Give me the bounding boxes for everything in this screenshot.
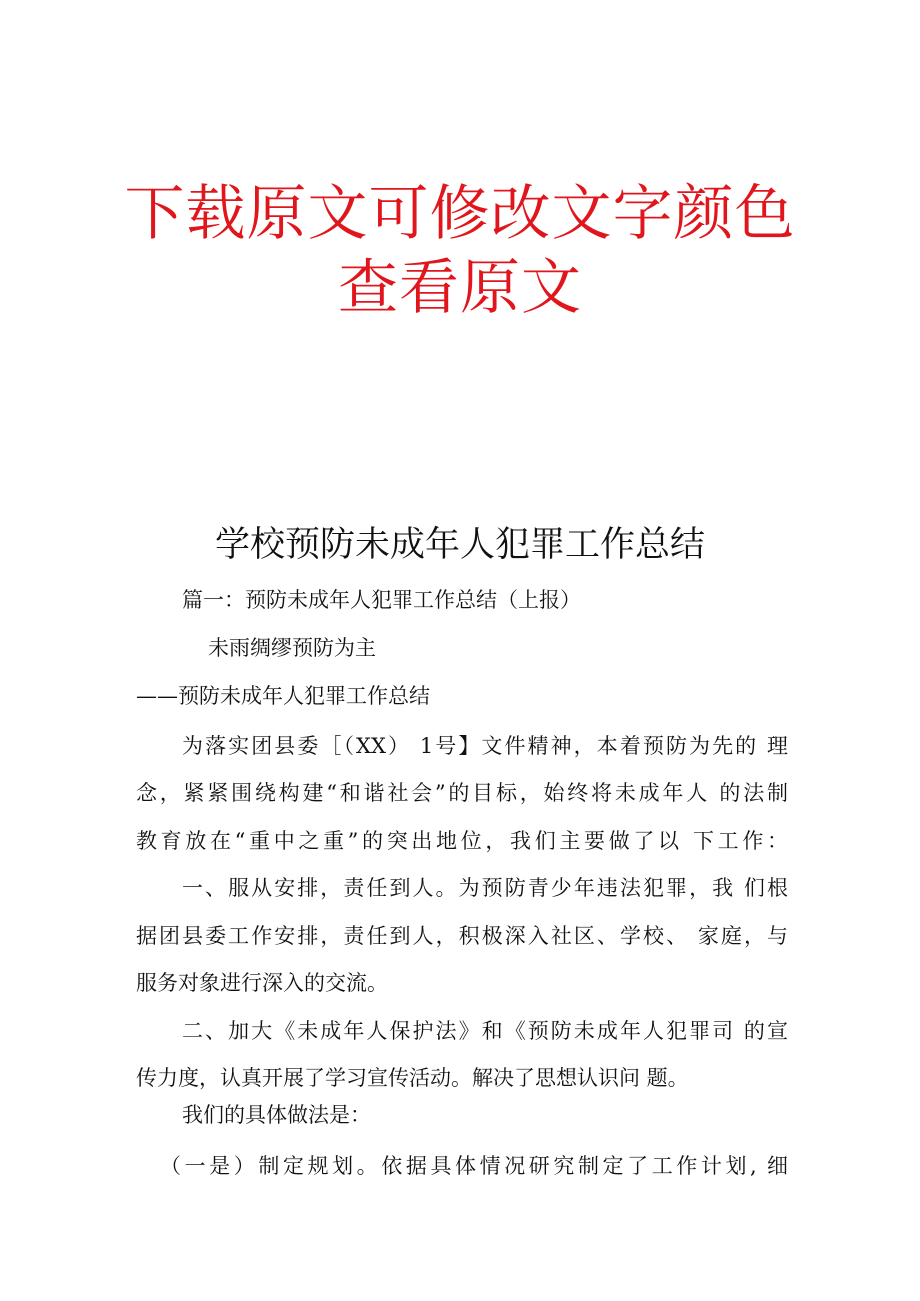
paragraph-line: 传力度，认真开展了学习宣传活动。解决了思想认识问 题。 xyxy=(136,1066,689,1090)
paragraph-line: 我们的具体做法是： xyxy=(182,1103,371,1127)
subtitle-dash-line: ——预防未成年人犯罪工作总结 xyxy=(136,684,430,708)
paragraph-line: 服务对象进行深入的交流。 xyxy=(136,971,388,995)
download-banner-line-1[interactable]: 下载原文可修改文字颜色 xyxy=(124,179,796,249)
paragraph-line: 教育放在“重中之重”的突出地位，我们主要做了以 下工作： xyxy=(136,829,788,853)
paragraph-line: 据团县委工作安排，责任到人，积极深入社区、学校、 家庭，与 xyxy=(136,924,788,948)
paragraph-line: 念，紧紧围绕构建“和谐社会”的目标，始终将未成年人 的法制 xyxy=(136,781,788,805)
paragraph-line: 二、加大《未成年人保护法》和《预防未成年人犯罪司 的宣 xyxy=(182,1019,788,1043)
view-original-link[interactable]: 查看原文 xyxy=(338,253,582,323)
paragraph-line: （一是）制定规划。依据具体情况研究制定了工作计划, 细 xyxy=(160,1154,788,1178)
section-heading: 篇一：预防未成年人犯罪工作总结（上报） xyxy=(182,588,581,612)
subtitle-line: 未雨绸缪预防为主 xyxy=(208,636,376,660)
paragraph-line: 一、服从安排，责任到人。为预防青少年违法犯罪，我 们根 xyxy=(182,876,788,900)
document-title: 学校预防未成年人犯罪工作总结 xyxy=(214,525,705,565)
paragraph-line: 为落实团县委［（XX） 1号】文件精神，本着预防为先的 理 xyxy=(182,734,788,758)
